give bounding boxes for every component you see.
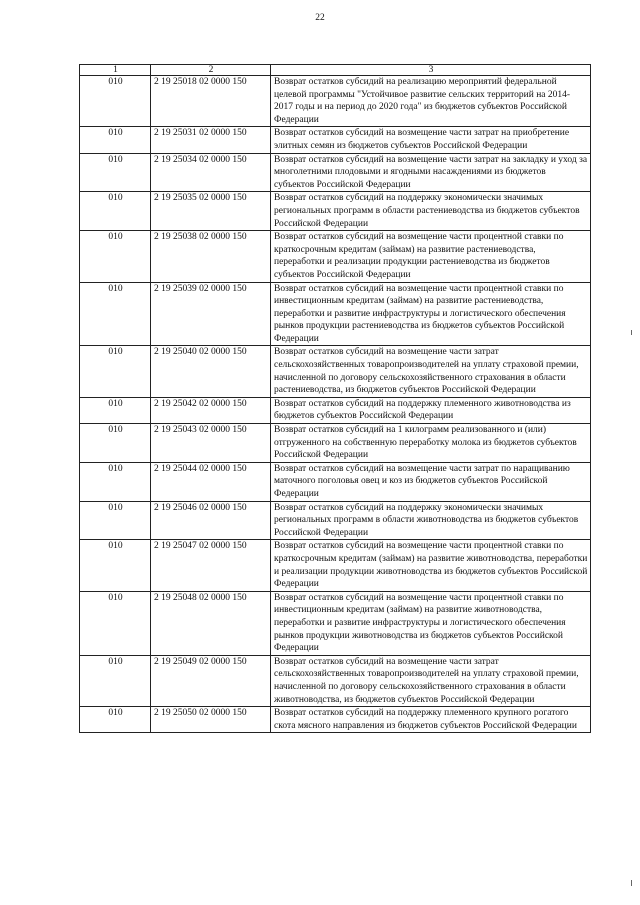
budget-code-cell: 2 19 25050 02 0000 150 — [151, 707, 271, 733]
table-row — [80, 591, 591, 655]
table-row — [80, 655, 591, 706]
table-row — [80, 501, 591, 540]
admin-code-cell: 010 — [80, 76, 151, 127]
budget-code-cell: 2 19 25042 02 0000 150 — [151, 397, 271, 423]
admin-code-cell: 010 — [80, 424, 151, 463]
description-cell: Возврат остатков субсидий на поддержку экономически значимых региональных программ в области растениеводства из бюджетов субъектов Российской Федерации — [271, 192, 591, 231]
table-row — [80, 707, 591, 733]
column-header-2: 2 — [151, 65, 271, 76]
description-cell: Возврат остатков субсидий на возмещение части затрат на закладку и уход за многолетними плодовыми и ягодными насаждениями из бюджетов субъектов Российской Федерации — [271, 153, 591, 192]
description-cell: Возврат остатков субсидий на поддержку экономически значимых региональных программ в области животноводства из бюджетов субъектов Российской Федерации — [271, 501, 591, 540]
description-cell: Возврат остатков субсидий на возмещение части процентной ставки по инвестиционным кредитам (займам) на развитие растениеводства, переработки и развитие инфраструктуры и логистического обеспечения рынков продукции растениеводства из бюджетов субъектов Российской Федерации — [271, 282, 591, 346]
description-cell: Возврат остатков субсидий на возмещение части затрат сельскохозяйственных товаропроизводителей на уплату страховой премии, начисленной по договору сельскохозяйственного страхования в области животноводства, из бюджетов субъектов Российской Федерации — [271, 655, 591, 706]
table-row — [80, 462, 591, 501]
budget-code-cell: 2 19 25049 02 0000 150 — [151, 655, 271, 706]
budget-code-cell: 2 19 25040 02 0000 150 — [151, 346, 271, 397]
admin-code-cell: 010 — [80, 591, 151, 655]
budget-codes-table — [79, 64, 591, 733]
table-row — [80, 153, 591, 192]
budget-code-cell: 2 19 25048 02 0000 150 — [151, 591, 271, 655]
description-cell: Возврат остатков субсидий на возмещение части затрат на приобретение элитных семян из бюджетов субъектов Российской Федерации — [271, 127, 591, 153]
table-row — [80, 397, 591, 423]
budget-code-cell: 2 19 25038 02 0000 150 — [151, 231, 271, 282]
table-header-row — [80, 65, 591, 76]
table-row — [80, 282, 591, 346]
budget-code-cell: 2 19 25047 02 0000 150 — [151, 540, 271, 591]
admin-code-cell: 010 — [80, 655, 151, 706]
budget-code-cell: 2 19 25039 02 0000 150 — [151, 282, 271, 346]
admin-code-cell: 010 — [80, 192, 151, 231]
admin-code-cell: 010 — [80, 501, 151, 540]
table-row — [80, 192, 591, 231]
budget-code-cell: 2 19 25043 02 0000 150 — [151, 424, 271, 463]
table-row — [80, 231, 591, 282]
admin-code-cell: 010 — [80, 231, 151, 282]
description-cell: Возврат остатков субсидий на возмещение части затрат сельскохозяйственных товаропроизводителей на уплату страховой премии, начисленной по договору сельскохозяйственного страхования в области растениеводства, из бюджетов субъектов Российской Федерации — [271, 346, 591, 397]
description-cell: Возврат остатков субсидий на возмещение части процентной ставки по инвестиционным кредитам (займам) на развитие животноводства, переработки и развитие инфраструктуры и логистического обеспечения рынков продукции животноводства из бюджетов субъектов Российской Федерации — [271, 591, 591, 655]
budget-code-cell: 2 19 25018 02 0000 150 — [151, 76, 271, 127]
budget-code-cell: 2 19 25035 02 0000 150 — [151, 192, 271, 231]
admin-code-cell: 010 — [80, 153, 151, 192]
budget-code-cell: 2 19 25034 02 0000 150 — [151, 153, 271, 192]
admin-code-cell: 010 — [80, 282, 151, 346]
budget-code-cell: 2 19 25031 02 0000 150 — [151, 127, 271, 153]
description-cell: Возврат остатков субсидий на возмещение части затрат по наращиванию маточного поголовья овец и коз из бюджетов субъектов Российской Федерации — [271, 462, 591, 501]
table-row — [80, 346, 591, 397]
description-cell: Возврат остатков субсидий на поддержку племенного крупного рогатого скота мясного направления из бюджетов субъектов Российской Федерации — [271, 707, 591, 733]
table-row — [80, 424, 591, 463]
admin-code-cell: 010 — [80, 540, 151, 591]
admin-code-cell: 010 — [80, 707, 151, 733]
description-cell: Возврат остатков субсидий на возмещение части процентной ставки по краткосрочным кредитам (займам) на развитие растениеводства, переработки и реализации продукции растениеводства из бюджетов субъектов Российской Федерации — [271, 231, 591, 282]
column-header-3: 3 — [271, 65, 591, 76]
scan-edge-mark — [631, 330, 632, 335]
column-header-1: 1 — [80, 65, 151, 76]
table-row — [80, 127, 591, 153]
description-cell: Возврат остатков субсидий на поддержку племенного животноводства из бюджетов субъектов Российской Федерации — [271, 397, 591, 423]
admin-code-cell: 010 — [80, 462, 151, 501]
description-cell: Возврат остатков субсидий на возмещение части процентной ставки по краткосрочным кредитам (займам) на развитие животноводства, переработки и реализации продукции животноводства из бюджетов субъектов Российской Федерации — [271, 540, 591, 591]
table-row — [80, 76, 591, 127]
admin-code-cell: 010 — [80, 346, 151, 397]
table-body — [80, 76, 591, 733]
description-cell: Возврат остатков субсидий на реализацию мероприятий федеральной целевой программы "Устойчивое развитие сельских территорий на 2014-2017 годы и на период до 2020 года" из бюджетов субъектов Российской Федерации — [271, 76, 591, 127]
table-row — [80, 540, 591, 591]
description-cell: Возврат остатков субсидий на 1 килограмм реализованного и (или) отгруженного на собственную переработку молока из бюджетов субъектов Российской Федерации — [271, 424, 591, 463]
admin-code-cell: 010 — [80, 397, 151, 423]
budget-code-cell: 2 19 25046 02 0000 150 — [151, 501, 271, 540]
page-number: 22 — [315, 13, 325, 23]
scan-edge-mark — [631, 880, 632, 886]
admin-code-cell: 010 — [80, 127, 151, 153]
budget-code-cell: 2 19 25044 02 0000 150 — [151, 462, 271, 501]
